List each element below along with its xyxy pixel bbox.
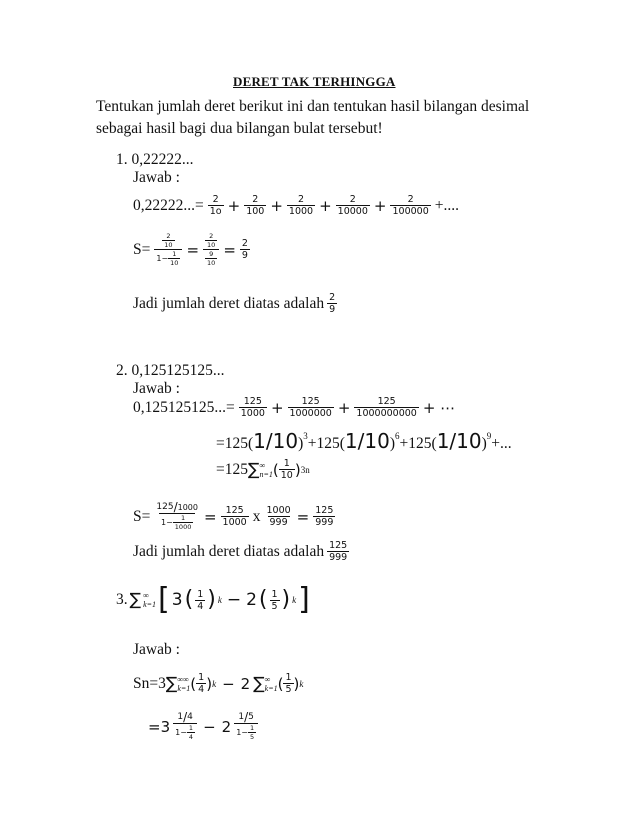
sum-fraction: $\frac{2}{10}$ 1− $\frac{1}{10}$ <box>154 232 182 267</box>
equals-sign: = <box>223 240 236 259</box>
equals-sign: = <box>186 240 200 259</box>
sum-result: $\frac{2}{9}$ <box>241 238 248 261</box>
problem-1-series <box>133 194 459 217</box>
sigma-icon: ∑ <box>129 590 142 610</box>
problem-3-result: =3 1 / 4 1− $\frac{1}{4}$ − 2 1 / 5 1− $\frac{1}{5}$ <box>148 712 258 741</box>
intro-line-1: Tentukan jumlah deret berikut ini dan tentukan hasil bilangan desimal <box>96 98 530 115</box>
fraction-term-5: $\frac{2}{100000}$ <box>392 194 429 217</box>
s-label: S= <box>133 240 151 258</box>
fraction-term-2: $\frac{2}{100}$ <box>246 194 265 217</box>
problem-1-conclusion <box>133 292 337 315</box>
sigma-icon: ∑ <box>248 459 260 480</box>
series-tail: + ⋯ <box>422 398 456 417</box>
problem-2-series <box>133 396 455 419</box>
problem-1-sum-formula <box>133 232 250 267</box>
problem-3-statement: 3. ∑ ∞ k=1 [ 3 ( $\frac{1}{4}$ ) k − 2 ( $\frac{1}{5}$ ) k ] <box>116 582 310 617</box>
plus-sign: + <box>270 196 283 215</box>
intro-line-2: sebagai hasil bagi dua bilangan bulat tersebut! <box>96 120 383 137</box>
problem-2-sigma: =125 ∑ ∞ n=1 ( $\frac{1}{10}$ ) 3n <box>216 458 310 481</box>
problem-1-label: 1. 0,22222... <box>116 151 194 168</box>
sum-fraction: 125 / 1000 1− $\frac{1}{1000}$ <box>156 500 198 531</box>
fraction-q: 1 / 4 1− $\frac{1}{4}$ <box>173 712 197 741</box>
plus-sign: + <box>337 398 351 417</box>
series-lhs: 0,125125125...= <box>133 398 235 416</box>
problem-2-label: 2. 0,125125125... <box>116 362 225 379</box>
fraction-b: $\frac{1000}{999}$ <box>266 505 291 528</box>
plus-sign: + <box>319 196 332 215</box>
problem-3-sn: Sn=3 ∑ ∞∞ k=1 ( $\frac{1}{4}$ ) k − 2 ∑ ∞ k=1 ( $\frac{1}{5}$ ) k <box>133 672 304 695</box>
plus-sign: + <box>270 398 284 417</box>
fraction-r: 1 / 5 1− $\frac{1}{5}$ <box>234 712 258 741</box>
fraction-a: $\frac{125}{1000}$ <box>222 505 247 528</box>
sum-fraction-2: $\frac{\frac{2}{10}}{\frac{9}{10}}$ <box>203 232 219 267</box>
problem-2-powers: $=125(1/10)^3+125(1/10)^6+125(1/10)^9+$... <box>216 429 512 453</box>
fraction-term-1: $\frac{2}{1o}$ <box>209 194 222 217</box>
answer-fraction: $\frac{2}{9}$ <box>329 292 336 315</box>
series-lhs: 0,22222...= <box>133 196 204 214</box>
plus-sign: + <box>227 196 241 215</box>
fraction-term-3: $\frac{2}{1000}$ <box>288 194 314 217</box>
fraction-term-2: $\frac{125}{1000000}$ <box>289 396 332 419</box>
fraction-term-4: $\frac{2}{10000}$ <box>337 194 368 217</box>
problem-2-sum-formula: S= 125 / 1000 1− $\frac{1}{1000}$ = $\frac{125}{1000}$ x $\frac{1000}{999}$ = $\frac{125}{999}$ <box>133 500 334 531</box>
fraction-term-1: $\frac{125}{1000}$ <box>240 396 265 419</box>
conclusion-text: Jadi jumlah deret diatas adalah <box>133 294 325 312</box>
problem-3-jawab: Jawab : <box>133 641 180 658</box>
page-title: DERET TAK TERHINGGA <box>233 74 396 89</box>
fraction-term-3: $\frac{125}{1000000000}$ <box>356 396 417 419</box>
series-tail: +.... <box>434 196 459 214</box>
answer-fraction: $\frac{125}{999}$ <box>329 540 348 563</box>
fraction-c: $\frac{125}{999}$ <box>315 505 334 528</box>
problem-1-jawab: Jawab : <box>133 169 180 186</box>
ratio-fraction: $\frac{1}{10}$ <box>280 458 293 481</box>
plus-sign: + <box>373 196 387 215</box>
problem-2-conclusion: Jadi jumlah deret diatas adalah $\frac{125}{999}$ <box>133 540 348 563</box>
problem-2-jawab: Jawab : <box>133 380 180 397</box>
